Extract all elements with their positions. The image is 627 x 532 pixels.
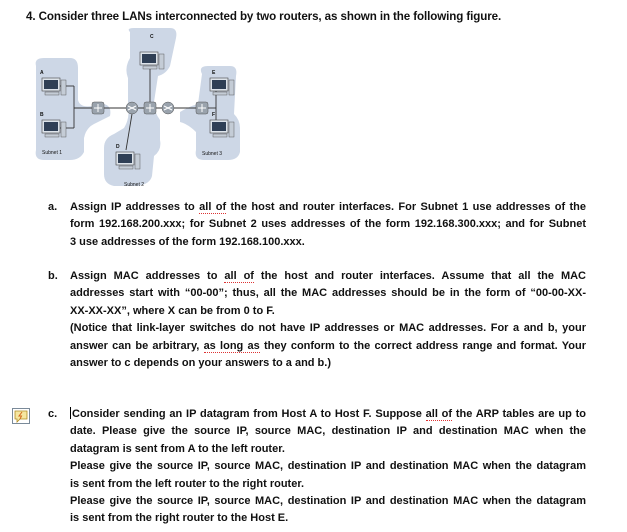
host-f-computer [210,120,234,137]
part-c-line-3: datagram is sent from A to the left router. [70,442,285,455]
switch-right [196,102,208,114]
host-c-computer [140,52,164,69]
part-b-line-1: Assign MAC addresses to all of the host and router interfaces. Assume that all the MAC [70,270,586,282]
part-c-line-2: date. Please give the source IP, source MAC, destination IP and destination MAC when the [70,425,586,438]
part-b-line-6: answer to c depends on your answers to a and b.) [70,357,331,370]
part-c-line-7: is sent from the right router to the Host E. [70,512,289,525]
grammar-underline: all of [425,408,453,420]
part-c-line-4: Please give the source IP, source MAC, destination IP and destination MAC when the datagram [70,460,586,473]
part-c-line-6: Please give the source IP, source MAC, destination IP and destination MAC when the datagram [70,495,586,508]
part-b-line-3: XX-XX-XX”, where X can be from 0 to F. [70,304,275,317]
part-b-line-5: answer can be arbitrary, as long as they conform to the correct address range and format. Your [70,339,586,352]
part-b-line-4: (Notice that link-layer switches do not have IP addresses or MAC addresses. For a and b, your [70,322,586,335]
router-left [126,102,138,114]
part-b-letter: b. [48,270,58,282]
grammar-underline: all of [199,201,227,213]
host-label-c: C [150,34,154,40]
switch-left [92,102,104,114]
host-d-computer [116,152,140,169]
part-c-letter: c. [48,408,58,420]
subnet-label-3: Subnet 3 [202,151,223,157]
part-c-line-1[interactable]: Consider sending an IP datagram from Host A to Host F. Suppose all of the ARP tables are up to [72,408,586,420]
host-label-e: E [212,70,216,76]
router-right [162,102,174,114]
subnet-label-2: Subnet 2 [124,182,145,188]
grammar-underline: all of [224,270,254,282]
grammar-underline: as long as [203,339,260,352]
host-a-computer [42,78,66,95]
host-b-computer [42,120,66,137]
part-a-line-2: form 192.168.200.xxx; for Subnet 2 uses addresses of the form 192.168.300.xxx; and for Subnet [70,218,586,231]
part-a-line-1: Assign IP addresses to all of the host and router interfaces. For Subnet 1 use addresses of the [70,201,586,213]
host-label-f: F [212,112,216,118]
text-cursor [70,407,71,419]
network-diagram [30,28,260,194]
network-figure [30,28,260,194]
part-b-line-2: addresses start with “00-00”; thus, all the MAC addresses should be in the form of “00-00-XX- [70,287,586,300]
comment-note-icon[interactable] [12,408,30,424]
question-title: 4. Consider three LANs interconnected by two routers, as shown in the following figure. [26,10,502,23]
host-label-b: B [40,112,44,118]
host-e-computer [210,78,234,95]
part-c-line-5: is sent from the left router to the right router. [70,477,305,490]
host-label-a: A [40,70,44,76]
subnet-label-1: Subnet 1 [42,150,63,156]
switch-middle [144,102,156,114]
host-label-d: D [116,144,120,150]
part-a-letter: a. [48,201,58,213]
part-a-line-3: 3 use addresses of the form 192.168.100.xxx. [70,235,305,248]
